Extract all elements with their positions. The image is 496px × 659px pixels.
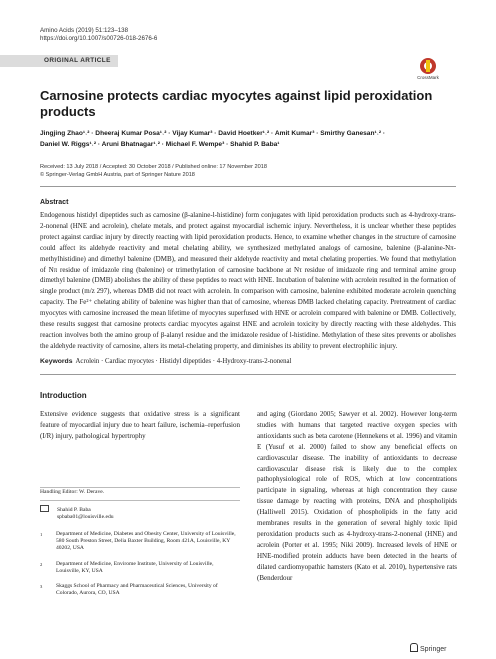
crossmark-icon [420, 58, 436, 74]
dates-line: Received: 13 July 2018 / Accepted: 30 October 2018 / Published online: 17 November 2018 [40, 164, 268, 170]
keywords [40, 357, 456, 366]
footnote-divider [40, 500, 240, 501]
affiliation-text: Department of Medicine, Envirome Institute, University of Louisville, Louisville, KY, USA [56, 561, 214, 575]
introduction-heading: Introduction [40, 391, 87, 400]
handling-editor: Handling Editor: W. Derave. [40, 489, 105, 495]
correspondence [40, 505, 114, 521]
abstract-text: Endogenous histidyl dipeptides such as carnosine (β-alanine-l-histidine) form conjugates with lipid peroxidation products such as 4-hydroxy-trans-2-nonenal (HNE and acrolein), chelate metals, and protect against myocardial ischemic injury. Nevertheless, it is unclear whether these peptides protect against cardiac injury by directly reacting with lipid peroxidation products. Hence, to examine whether changes in the structure of carnosine could affect its aldehyde reactivity and metal chelating ability, we synthesized methylated analogs of carnosine, balenine (β-alanine-Nπ-methylhistidine) and dimethyl balenine (DMB), and measured their aldehyde reactivity and metal chelating properties. We found that methylation of Nπ residue of imidazole ring (balenine) or trimethylation of carnosine backbone at Nτ residue of imidazole ring and terminal amine group dimethyl balenine (DMB) abolishes the ability of these peptides to react with HNE. Incubation of balenine with acrolein resulted in the formation of single product (m/z 297), whereas DMB did not react with acrolein. In comparison with carnosine, balenine exhibited moderate acrolein quenching capacity. The Fe²⁺ chelating ability of balenine was higher than that of carnosine, whereas DMB lacked chelating capacity. Pretreatment of cardiac myocytes with carnosine increased the mean lifetime of myocytes superfused with HNE or acrolein compared with balenine or DMB. Collectively, these results suggest that carnosine protects cardiac myocytes against HNE and acrolein toxicity by directly reacting with these aldehydes. This reaction involves both the amino group of β-alanyl residue and the imidazole residue of l-histidine. Methylation of these sites prevents or abolishes the aldehyde reactivity of carnosine, alters its metal-chelating property, and diminishes its ability to prevent electrophilic injury. [40, 211, 456, 350]
copyright-line: © Springer-Verlag GmbH Austria, part of Springer Nature 2018 [40, 171, 195, 178]
divider [40, 186, 456, 187]
affiliation-number: 3 [40, 584, 43, 589]
crossmark-logo[interactable] [405, 58, 451, 80]
intro-text-column-2: and aging (Giordano 2005; Sawyer et al. 2002). However long-term studies with humans that targeted reactive oxygen species with antioxidants such as beta carotene (Hennekens et al. 1996) and vitamin E (Yusuf et al. 2000) failed to show any beneficial effects on cardiovascular disease. The inability of antioxidants to decrease cardiovascular disease risk is likely due to the complex pathophysiological role of ROS, which at low concentrations participate in signaling, whereas at high concentration they cause tissue damage by reacting with proteins, DNA and phospholipids (Halliwell 2015). Oxidation of phospholipids in the fatty acid membranes results in the generation of several highly toxic lipid peroxidation products such as 4-hydroxy-trans-2-nonenal (HNE) and acrolein (Porter et al. 1995; Niki 2009). Increased levels of HNE or HNE-modified protein adducts have been detected in the hearts of dilated cardiomyopathic hamsters (Kato et al. 2010), hypertensive rats (Benderdour [257, 410, 457, 582]
author-list [40, 128, 460, 150]
journal-info [40, 27, 157, 43]
article-type-label: ORIGINAL ARTICLE [44, 57, 111, 64]
doi-link[interactable]: https://doi.org/10.1007/s00726-018-2676-6 [40, 35, 158, 42]
footnote-divider [40, 487, 240, 488]
affiliation-text: Department of Medicine, Diabetes and Obesity Center, University of Louisville, 580 South Preston Street, Delia Baxter Building, Room 421A, Louisville, KY 40202, USA [56, 531, 236, 552]
springer-horse-icon [410, 643, 418, 652]
correspondent-email[interactable]: spbaba01@louisville.edu [57, 514, 114, 520]
keywords-list: Acrolein · Cardiac myocytes · Histidyl dipeptides · 4-Hydroxy-trans-2-nonenal [75, 358, 292, 365]
abstract-heading: Abstract [40, 199, 69, 206]
publisher-name: Springer [420, 646, 447, 653]
publication-dates [40, 164, 460, 179]
article-type-badge [0, 55, 118, 67]
crossmark-label: CrossMark [417, 75, 439, 80]
affiliation-number: 1 [40, 532, 43, 537]
divider [40, 374, 456, 375]
intro-text-column-1: Extensive evidence suggests that oxidative stress is a significant feature of myocardial injury due to heart failure, ischemia–reperfusion (I/R) injury, pathological hypertrophy [40, 410, 240, 440]
affiliation [40, 561, 240, 575]
affiliation [40, 583, 240, 597]
publisher-logo [410, 643, 446, 653]
correspondent-name: Shahid P. Baba [57, 507, 91, 513]
keywords-label: Keywords [40, 358, 73, 365]
affiliation-number: 2 [40, 562, 43, 567]
affiliation-text: Skaggs School of Pharmacy and Pharmaceutical Sciences, University of Colorado, Aurora, CO, USA [56, 583, 218, 597]
authors-line-2: Daniel W. Riggs¹˒² · Aruni Bhatnagar¹˒² · Michael F. Wempe³ · Shahid P. Baba¹ [40, 141, 280, 148]
affiliation [40, 531, 240, 553]
journal-citation: Amino Acids (2019) 51:123–138 [40, 27, 129, 34]
authors-line-1: Jingjing Zhao¹˒² · Dheeraj Kumar Posa¹˒² · Vijay Kumar³ · David Hoetker¹˒² · Amit Kumar³ · Smirthy Ganesan¹˒² · [40, 130, 386, 137]
envelope-icon [40, 505, 49, 512]
article-title: Carnosine protects cardiac myocytes against lipid peroxidation products [40, 88, 433, 119]
